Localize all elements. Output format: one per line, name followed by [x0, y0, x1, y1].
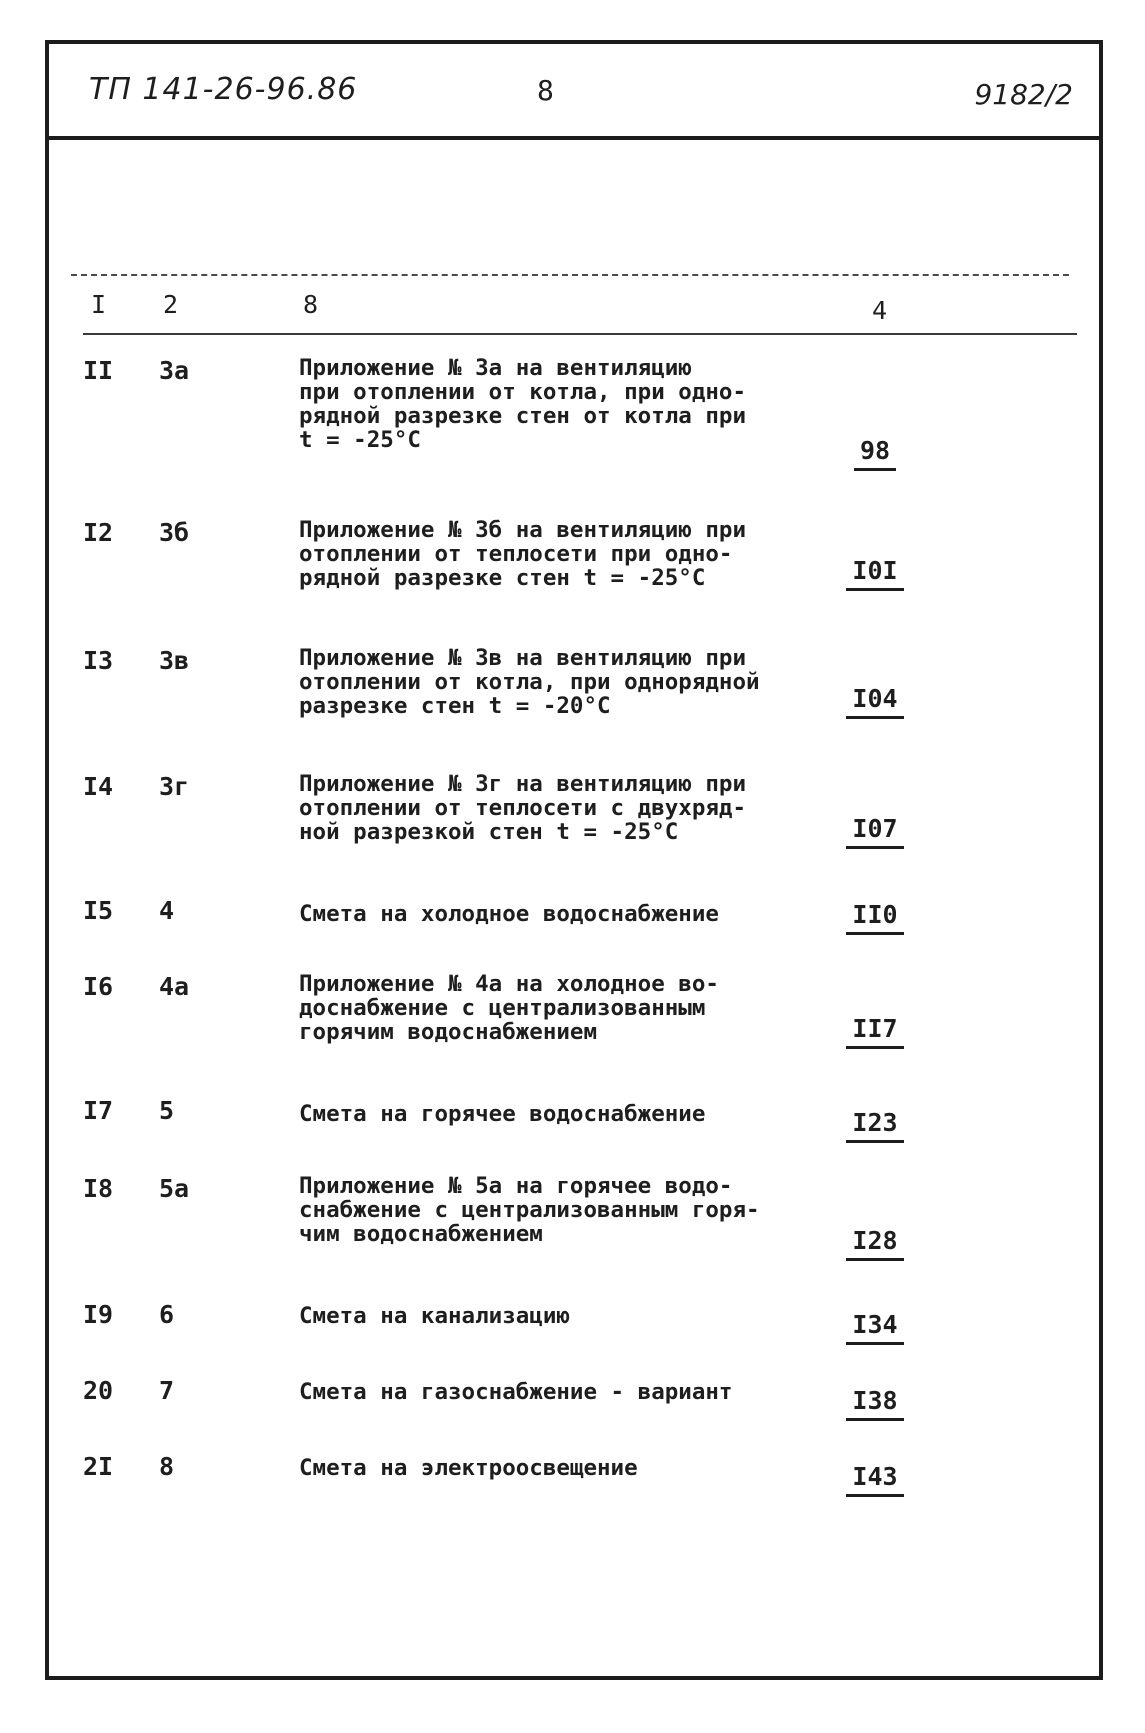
appendix-ref: 3а — [159, 356, 190, 385]
row-page — [819, 556, 931, 591]
row-page-value: II0 — [846, 901, 903, 935]
row-page — [819, 814, 931, 849]
row-description: Приложение № 3г на вентиляцию при отоплении от теплосети с двухряд- ной разрезкой стен t = -25°С — [299, 771, 747, 845]
row-page — [819, 684, 931, 719]
appendix-ref: 5а — [159, 1174, 190, 1203]
row-page-value: I34 — [846, 1311, 903, 1345]
title-stamp — [49, 44, 1099, 140]
row-description: Смета на канализацию — [299, 1303, 570, 1329]
row-page-value: 98 — [854, 437, 896, 471]
row-page-value: I38 — [846, 1387, 903, 1421]
row-number: 20 — [83, 1376, 114, 1405]
row-number: 2I — [83, 1452, 114, 1481]
appendix-ref: 4а — [159, 972, 190, 1001]
table-top-rule — [71, 274, 1069, 276]
row-number: I8 — [83, 1174, 114, 1203]
appendix-ref: 3в — [159, 646, 190, 675]
row-page-value: II7 — [846, 1015, 903, 1049]
row-number: I4 — [83, 772, 114, 801]
row-page-value: I28 — [846, 1227, 903, 1261]
column-header-1: I — [91, 290, 107, 319]
row-description: Смета на электроосвещение — [299, 1455, 638, 1481]
row-description: Приложение № 3в на вентиляцию при отоплении от котла, при однорядной разрезке стен t = -20°С — [299, 645, 760, 719]
row-description: Приложение № 5а на горячее водо- снабжение с централизованным горя- чим водоснабжением — [299, 1173, 760, 1247]
row-page-value: I43 — [846, 1463, 903, 1497]
row-page — [819, 1014, 931, 1049]
row-description: Приложение № 3а на вентиляцию при отоплении от котла, при одно- рядной разрезке стен от котла при t = -25°С — [299, 355, 747, 453]
page-number: 8 — [537, 74, 554, 107]
appendix-ref: 5 — [159, 1096, 175, 1125]
row-description: Смета на горячее водоснабжение — [299, 1101, 706, 1127]
row-page — [819, 1226, 931, 1261]
appendix-ref: 4 — [159, 896, 175, 925]
row-number: I3 — [83, 646, 114, 675]
row-description: Смета на холодное водоснабжение — [299, 901, 719, 927]
column-header-3: 8 — [303, 290, 319, 319]
row-number: I7 — [83, 1096, 114, 1125]
table-header-rule — [83, 333, 1077, 335]
row-number: I2 — [83, 518, 114, 547]
row-number: I6 — [83, 972, 114, 1001]
row-page — [819, 1462, 931, 1497]
column-header-4: 4 — [872, 296, 888, 325]
column-header-2: 2 — [163, 290, 179, 319]
row-page-value: I0I — [846, 557, 903, 591]
row-description: Смета на газоснабжение - вариант — [299, 1379, 733, 1405]
row-page-value: I07 — [846, 815, 903, 849]
row-description: Приложение № 3б на вентиляцию при отоплении от теплосети при одно- рядной разрезке стен t = -25°С — [299, 517, 747, 591]
row-page-value: I04 — [846, 685, 903, 719]
appendix-ref: 3б — [159, 518, 190, 547]
row-page — [819, 1386, 931, 1421]
appendix-ref: 6 — [159, 1300, 175, 1329]
row-page — [819, 436, 931, 471]
row-description: Приложение № 4а на холодное во- доснабжение с централизованным горячим водоснабжением — [299, 971, 719, 1045]
row-number: I5 — [83, 896, 114, 925]
row-page — [819, 1108, 931, 1143]
appendix-ref: 8 — [159, 1452, 175, 1481]
row-page — [819, 1310, 931, 1345]
archive-code: 9182/2 — [974, 78, 1073, 111]
document-number: ТП 141-26-96.86 — [89, 72, 358, 107]
row-page-value: I23 — [846, 1109, 903, 1143]
row-number: I9 — [83, 1300, 114, 1329]
document-sheet — [45, 40, 1103, 1680]
appendix-ref: 3г — [159, 772, 190, 801]
appendix-ref: 7 — [159, 1376, 175, 1405]
row-number: II — [83, 356, 114, 385]
row-page — [819, 900, 931, 935]
